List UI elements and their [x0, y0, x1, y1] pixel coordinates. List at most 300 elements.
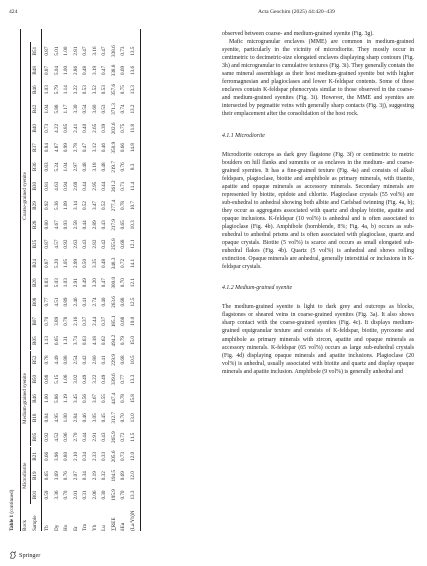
- table-cell: 0.68: [120, 297, 126, 307]
- page-number: 424: [9, 9, 18, 15]
- table-cell: 3.20: [91, 278, 98, 288]
- paragraph: Mafic microgranular enclaves (MME) are common in medium-grained syenite, particularly in the vicinity of microdiorite. They mostly occur in centimetric to decimetric-size elongated enclaves displaying sharp contours (Fig. 3h) and microgranular to cumulative textures (Fig. 3i). They generally contain the same mineral assemblage as their host medium-grained syenite but with higher ferromagnesian and plagioclases and lower K-feldspar contents. Some of these enclaves contain K-feldspar phenocrysts similar to those observed in the coarse- and medium-grained syenites (Fig. 3i). However, the MME and syenites are intersected by pegmatite veins with generally sharp contacts (Fig. 3j), suggesting their emplacement after the consolidation of the host rock.: [222, 39, 414, 118]
- table-cell: 3.60: [91, 104, 98, 114]
- table-cell: 2.16: [72, 316, 79, 326]
- table-cell: 0.48: [82, 162, 88, 172]
- table-cell: 217.9: [110, 218, 117, 231]
- table-cell: 0.39: [101, 123, 107, 133]
- element-label: ∑REE: [110, 517, 117, 531]
- sample-id: B37: [32, 143, 38, 152]
- table-cell: 0.43: [82, 239, 88, 249]
- table-cell: 8.3: [129, 163, 136, 171]
- table-cell: 1.17: [63, 104, 69, 114]
- group-header: Microdiorite: [22, 462, 28, 489]
- paragraph: observed between coarse- and medium-grained syenite (Fig. 3g).: [222, 31, 374, 37]
- table-cell: 5.36: [53, 200, 60, 211]
- table-cell: 13.2: [129, 104, 136, 114]
- table-cell: 2.95: [91, 181, 98, 191]
- table-cell: 0.77: [120, 374, 126, 384]
- table-cell: 202.6: [110, 122, 117, 135]
- paragraph: Microdiorite outcrops as dark grey flagstone (Fig. 3f) or centimetric to metric boulders on hill flanks and summits or as enclaves in the medium- and coarse-grained syenites. It has a fine-grained texture (Fig. 4a) and consists of alkali feldspars, plagioclase, biotite and amphibole as primary minerals, with titanite, apatite and opaque minerals as accessory minerals. Secondary minerals are represented by biotite, epidote and chlorite. Plagioclase crystals (55 vol%) are sub-euhedral to anhedral showing both albite and Carlsbad twinning (Fig. 4a, b); they occur as aggregates associated with quartz and display biotite, apatite and opaque inclusions. K-feldspar (10 vol%) is anhedral and is often associated to plagioclase (Fig. 4b). Amphibole (hornblende, 8%; Fig. 4a, b) occurs as sub-euhedral to anhedral prisms and is often associated with plagioclase, quartz and opaque crystals. Biotite (5 vol%) is scarce and occurs as small elongated sub-euhedral flakes (Fig. 4b). Quartz (5 vol%) is anhedral and shows rolling extinction. Opaque minerals are anhedral, generally interstitial or inclusions in K-feldspar crystals.: [222, 151, 414, 271]
- table-cell: 0.34: [82, 471, 88, 481]
- table-cell: 13.3: [129, 374, 136, 384]
- element-label: Er: [72, 526, 79, 531]
- table-cell: 10.7: [129, 200, 136, 211]
- table-cell: 1.31: [63, 336, 69, 346]
- table-cell: 3.35: [91, 258, 98, 268]
- table-cell: 0.49: [82, 374, 88, 384]
- table-cell: 4.18: [91, 336, 98, 346]
- table-cell: 10.5: [129, 355, 136, 365]
- rotated-data-table: [10, 29, 206, 531]
- sample-id: B28: [32, 220, 38, 230]
- element-label: Tb: [44, 525, 50, 531]
- table-cell: 3.74: [72, 336, 79, 346]
- table-cell: 2.81: [72, 46, 79, 56]
- table-cell: 3.18: [91, 162, 98, 172]
- table-cell: 4.22: [53, 123, 60, 133]
- table-cell: 1.03: [44, 85, 50, 95]
- table-cell: 14.8: [129, 143, 136, 153]
- table-cell: 0.53: [101, 104, 107, 114]
- table-cell: 277.4: [110, 199, 117, 212]
- sample-id: B20: [32, 278, 38, 288]
- table-cell: 0.40: [82, 123, 88, 133]
- table-cell: 0.96: [63, 432, 69, 442]
- section-heading: 4.1.2 Medium-grained syenite: [222, 285, 293, 292]
- table-cell: 0.80: [63, 451, 69, 461]
- table-cell: 15.8: [129, 393, 136, 404]
- table-cell: 0.46: [82, 413, 88, 423]
- table-cell: 0.65: [120, 220, 126, 230]
- table-cell: 0.85: [63, 123, 69, 133]
- table-cell: 2.91: [72, 278, 79, 288]
- table-cell: 0.48: [82, 65, 88, 75]
- table-cell: 5.24: [53, 162, 60, 172]
- table-cell: 2.33: [91, 451, 98, 461]
- table-cell: 0.75: [120, 123, 126, 133]
- table-cell: 0.73: [44, 123, 50, 133]
- table-row: [102, 29, 109, 531]
- article-body: [222, 30, 414, 376]
- table-cell: 5.01: [53, 46, 60, 56]
- table-cell: 2.10: [72, 451, 79, 461]
- table-cell: 0.75: [120, 85, 126, 95]
- table-cell: 371.3: [110, 103, 117, 115]
- table-cell: 2.07: [72, 471, 79, 481]
- table-cell: 2.97: [72, 162, 79, 172]
- table-cell: 0.87: [44, 239, 50, 249]
- element-label: Ho: [63, 524, 69, 531]
- table-cell: 3.02: [72, 374, 79, 384]
- table-cell: 0.34: [82, 451, 88, 461]
- table-cell: 5.88: [53, 104, 60, 114]
- table-cell: 13.6: [129, 65, 136, 75]
- table-caption: [10, 490, 15, 531]
- table-cell: 0.68: [120, 355, 126, 365]
- table-cell: 0.73: [120, 451, 126, 461]
- table-cell: 5.20: [53, 258, 60, 268]
- table-cell: 2.54: [72, 355, 79, 365]
- table-cell: 0.87: [44, 65, 50, 75]
- table-cell: 0.32: [101, 471, 107, 481]
- table-cell: 0.52: [82, 200, 88, 211]
- publisher-logo: [9, 551, 40, 559]
- group-header: Medium-grained syenite: [22, 373, 28, 424]
- table-cell: 0.78: [63, 316, 69, 326]
- table-cell: 447.4: [110, 392, 117, 405]
- table-cell: 15.0: [129, 336, 136, 346]
- table-cell: 0.40: [101, 297, 107, 307]
- table-cell: 194.5: [110, 469, 117, 482]
- table-cell: 338.6: [110, 45, 117, 57]
- sample-id: B30: [32, 181, 38, 191]
- table-cell: 3.69: [53, 471, 60, 481]
- table-cell: 2.58: [72, 220, 79, 230]
- table-cell: 0.44: [82, 181, 88, 191]
- table-cell: 11.5: [129, 432, 136, 442]
- table-sample-row: [33, 29, 40, 531]
- table-cell: 1.03: [63, 278, 69, 288]
- table-row: [55, 29, 62, 531]
- sample-id: B51: [32, 46, 38, 56]
- table-cell: 5.04: [53, 65, 60, 75]
- table-cell: 0.63: [82, 336, 88, 346]
- element-label: Lu: [101, 525, 107, 531]
- table-cell: 2.44: [91, 316, 98, 326]
- table-cell: 1.09: [63, 200, 69, 211]
- table-cell: 229.9: [110, 354, 117, 366]
- table-cell: 205.6: [110, 450, 117, 463]
- table-cell: 0.69: [120, 65, 126, 75]
- table-cell: 0.78: [120, 200, 126, 211]
- table-cell: 339.6: [110, 373, 117, 386]
- sample-id: B48: [32, 66, 38, 75]
- group-underline: [30, 42, 31, 350]
- table-cell: 0.70: [120, 413, 126, 423]
- sample-id: B40: [32, 123, 38, 133]
- table-cell: 0.44: [82, 432, 88, 442]
- table-cell: 357.6: [110, 83, 117, 96]
- table-cell: 3.22: [72, 85, 79, 95]
- table-row: [83, 29, 90, 531]
- table-cell: 0.72: [120, 432, 126, 442]
- table-cell: 2.74: [91, 297, 98, 307]
- paragraph: The medium-grained syenite is light to dark grey and outcrops as blocks, flagstones or sheared veins in coarse-grained syenites (Fig. 3a). It also shows sharp contact with the coarse-grained syenites (Fig. 4c). It displays medium-grained equigranular texture and consists of K-feldspar, biotite, pyroxene and amphibole as primary minerals with zircon, apatite and opaque minerals as accessory minerals. K-feldspar (65 vol%) occurs as large sub-euhedral crystals (Fig. 4d) displaying opaque minerals and apatite inclusions. Plagioclase (20 vol%) is anhedral, usually associated with biotite and quartz and display opaque minerals and apatite inclusion. Amphibole (9 vol%) is generally anhedral and: [222, 304, 414, 375]
- table-cell: 0.84: [44, 143, 50, 153]
- table-cell: 0.47: [101, 46, 107, 56]
- table-cell: 300.0: [110, 276, 117, 289]
- table-cell: 4.63: [53, 181, 60, 191]
- table-cell: 13.5: [129, 46, 136, 56]
- table-cell: 348.3: [110, 257, 117, 270]
- table-cell: 1.00: [63, 46, 69, 56]
- table-cell: 13.3: [129, 85, 136, 95]
- table-top-rule: [20, 29, 21, 531]
- row-label: Sample: [32, 515, 38, 531]
- table-cell: 3.45: [72, 393, 79, 404]
- table-cell: 3.16: [91, 46, 98, 56]
- table-cell: 0.47: [101, 65, 107, 75]
- table-cell: 0.66: [120, 143, 126, 153]
- table-cell: 4.51: [53, 297, 60, 307]
- table-cell: 3.12: [91, 143, 98, 153]
- table-cell: 0.31: [82, 490, 88, 500]
- table-cell: 4.87: [53, 143, 60, 153]
- group-underline: [30, 351, 31, 446]
- table-cell: 3.47: [91, 200, 98, 211]
- table-cell: 0.47: [82, 46, 88, 56]
- table-row: [74, 29, 81, 531]
- table-cell: 2.89: [91, 220, 98, 230]
- table-cell: 185.1: [110, 315, 117, 328]
- table-cell: 0.83: [44, 162, 50, 172]
- sample-id: B24: [32, 259, 38, 268]
- table-cell: 3.14: [72, 200, 79, 211]
- table-cell: 0.99: [63, 143, 69, 153]
- element-label: δEu: [120, 522, 126, 531]
- table-cell: 3.36: [53, 490, 60, 500]
- table-cell: 0.53: [82, 85, 88, 95]
- sample-id: B29: [32, 201, 38, 210]
- table-cell: 1.06: [63, 374, 69, 384]
- table-cell: 10.0: [129, 316, 136, 326]
- table-cell: 0.43: [101, 432, 107, 442]
- sample-id: B05: [32, 432, 38, 442]
- sample-id: B18: [32, 413, 38, 423]
- sample-id: B05: [32, 336, 38, 345]
- element-label: Tm: [82, 523, 88, 531]
- table-label: Table 1: [9, 514, 15, 531]
- table-cell: 3.05: [91, 413, 98, 423]
- table-cell: 0.92: [44, 432, 50, 442]
- group-underline: [30, 447, 31, 504]
- table-cell: 2.65: [91, 123, 98, 133]
- group-header: Coarse-grained syenite: [22, 172, 28, 220]
- table-cell: 0.87: [44, 46, 50, 56]
- table-cell: 12.1: [129, 278, 136, 288]
- table-cell: 0.42: [101, 239, 107, 249]
- sample-id: B46: [32, 85, 38, 95]
- table-cell: 2.69: [72, 181, 79, 191]
- table-cell: 14.1: [129, 258, 136, 268]
- element-label: Dy: [53, 524, 60, 531]
- table-cell: 2.80: [91, 355, 98, 365]
- sample-id: B50: [32, 374, 38, 384]
- table-cell: 0.73: [120, 46, 126, 56]
- table-cell: 0.62: [101, 336, 107, 346]
- table-cell: 2.91: [91, 432, 98, 442]
- table-cell: 0.88: [44, 374, 50, 384]
- element-label: (La/Yb)N: [129, 510, 136, 531]
- table-cell: 0.76: [120, 162, 126, 172]
- table-cell: 0.68: [120, 316, 126, 326]
- table-cell: 1.04: [63, 162, 69, 172]
- table-row: [93, 29, 100, 531]
- springer-horse-icon: [9, 551, 17, 559]
- sample-id: B21: [32, 452, 38, 461]
- table-cell: 11.8: [129, 123, 136, 133]
- table-cell: 265.9: [110, 431, 117, 443]
- table-cell: 0.88: [63, 355, 69, 365]
- table-cell: 3.67: [91, 393, 98, 404]
- table-cell: 0.81: [44, 181, 50, 191]
- table-cell: 0.44: [82, 220, 88, 230]
- table-cell: 0.52: [101, 200, 107, 211]
- table-cell: 0.87: [44, 258, 50, 268]
- sample-id: B01: [32, 490, 38, 500]
- table-cell: 0.80: [44, 220, 50, 230]
- table-cell: 4.49: [53, 355, 60, 365]
- table-cell: 0.53: [101, 85, 107, 95]
- table-cell: 0.70: [63, 490, 69, 500]
- table-cell: 0.47: [82, 143, 88, 153]
- table-cell: 0.49: [82, 278, 88, 288]
- sample-id: B25: [32, 239, 38, 249]
- table-cell: 0.65: [44, 471, 50, 481]
- table-cell: 0.43: [101, 220, 107, 230]
- table-cell: 2.78: [72, 143, 79, 153]
- sample-id: B19: [32, 471, 38, 481]
- table-cell: 1.04: [44, 104, 50, 114]
- table-row: [131, 29, 138, 531]
- table-cell: 0.93: [63, 220, 69, 230]
- table-cell: 3.22: [91, 374, 98, 384]
- table-cell: 0.49: [101, 374, 107, 384]
- table-row: [45, 29, 52, 531]
- table-cell: 12.1: [129, 239, 136, 249]
- table-cell: 255.8: [110, 238, 117, 250]
- table-cell: 195.9: [110, 489, 117, 501]
- table-cell: 0.47: [101, 278, 107, 288]
- element-label: Yb: [91, 524, 98, 531]
- table-cell: 0.55: [101, 393, 107, 404]
- table-cell: 350.9: [110, 141, 117, 154]
- table-cell: 2.19: [91, 471, 98, 481]
- table-cell: 10.3: [129, 220, 136, 230]
- sample-id: B52: [32, 355, 38, 365]
- table-cell: 0.54: [82, 104, 88, 114]
- table-cell: 0.72: [120, 258, 126, 268]
- table-cell: 0.70: [44, 316, 50, 326]
- table-cell: 0.78: [120, 393, 126, 404]
- table-cell: 2.70: [72, 432, 79, 442]
- table-cell: 0.48: [101, 258, 107, 268]
- table-row: [64, 29, 71, 531]
- table-cell: 0.48: [101, 162, 107, 172]
- table-cell: 1.13: [44, 336, 50, 346]
- sample-id: B46: [32, 394, 38, 403]
- table-rock-row: [23, 29, 30, 531]
- table-cell: 338.8: [110, 64, 117, 77]
- table-cell: 219.7: [110, 161, 117, 173]
- section-heading: 4.1.1 Microdiorite: [222, 132, 265, 139]
- table-cell: 3.89: [53, 316, 60, 326]
- table-cell: 13.0: [129, 413, 136, 423]
- table-cell: 0.92: [44, 200, 50, 211]
- table-cell: 0.71: [120, 181, 126, 191]
- table-cell: 0.41: [82, 297, 88, 307]
- table-cell: 0.42: [82, 355, 88, 365]
- table-cell: 494.2: [110, 334, 117, 347]
- table-cell: 4.57: [53, 239, 60, 249]
- table-cell: 0.59: [44, 490, 50, 500]
- table-bottom-rule: [140, 29, 141, 531]
- table-cell: 0.33: [101, 451, 107, 461]
- sample-id: B36: [32, 162, 38, 172]
- table-cell: 3.19: [91, 65, 98, 75]
- table-cell: 1.14: [63, 85, 69, 95]
- table-cell: 0.37: [82, 316, 88, 326]
- table-cell: 0.37: [101, 316, 107, 326]
- table-cell: 2.84: [72, 413, 79, 423]
- row-label: Rock: [22, 520, 28, 531]
- table-cell: 0.66: [44, 451, 50, 461]
- table-cell: 0.84: [44, 413, 50, 423]
- table-cell: 3.96: [53, 451, 60, 461]
- table-header-rule: [41, 29, 42, 531]
- table-row: [112, 29, 119, 531]
- table-cell: 2.46: [72, 297, 79, 307]
- sample-id: B07: [32, 316, 38, 326]
- table-cell: 2.41: [72, 123, 79, 133]
- table-cell: 0.74: [120, 104, 126, 114]
- journal-citation: Acta Geochim (2025) 44:420–439: [258, 9, 335, 15]
- table-cell: 12.0: [129, 471, 136, 481]
- table-cell: 0.70: [120, 490, 126, 500]
- table-cell: 0.41: [101, 355, 107, 365]
- table-cell: 5.79: [53, 85, 60, 95]
- table-cell: 0.56: [82, 393, 88, 404]
- table-cell: 13.3: [129, 490, 136, 500]
- table-cell: 0.44: [101, 181, 107, 191]
- table-cell: 261.2: [110, 180, 117, 193]
- table-cell: 5.15: [53, 374, 60, 384]
- sample-id: B08: [32, 297, 38, 307]
- table-cell: 0.94: [63, 181, 69, 191]
- table-cell: 1.00: [63, 413, 69, 423]
- table-cell: 0.77: [44, 297, 50, 307]
- table-cell: 0.45: [101, 413, 107, 423]
- table-cell: 1.00: [44, 393, 50, 404]
- publisher-name: Springer: [19, 551, 41, 559]
- table-cell: 2.06: [91, 490, 98, 500]
- table-caption-text: (continued): [9, 489, 15, 514]
- table-row: [121, 29, 128, 531]
- table-cell: 312.7: [110, 411, 117, 424]
- table-cell: 5.03: [53, 278, 60, 288]
- table-cell: 0.89: [63, 297, 69, 307]
- table-cell: 1.19: [63, 393, 69, 404]
- table-cell: 0.70: [120, 278, 126, 288]
- table-cell: 263.6: [110, 296, 117, 308]
- table-cell: 2.99: [72, 258, 79, 268]
- table-cell: 4.52: [53, 432, 60, 442]
- table-cell: 0.83: [44, 278, 50, 288]
- table-cell: 4.95: [53, 413, 60, 423]
- table-cell: 5.86: [53, 393, 60, 404]
- table-cell: 0.69: [120, 471, 126, 481]
- table-cell: 0.68: [120, 239, 126, 249]
- table-cell: 12.0: [129, 451, 136, 461]
- table-cell: 6.65: [53, 336, 60, 346]
- table-cell: 0.79: [120, 336, 126, 346]
- table-cell: 3.30: [72, 104, 79, 114]
- table-cell: 0.76: [63, 471, 69, 481]
- table-cell: 11.4: [129, 181, 136, 191]
- table-cell: 2.01: [72, 490, 79, 500]
- table-cell: 3.52: [91, 85, 98, 95]
